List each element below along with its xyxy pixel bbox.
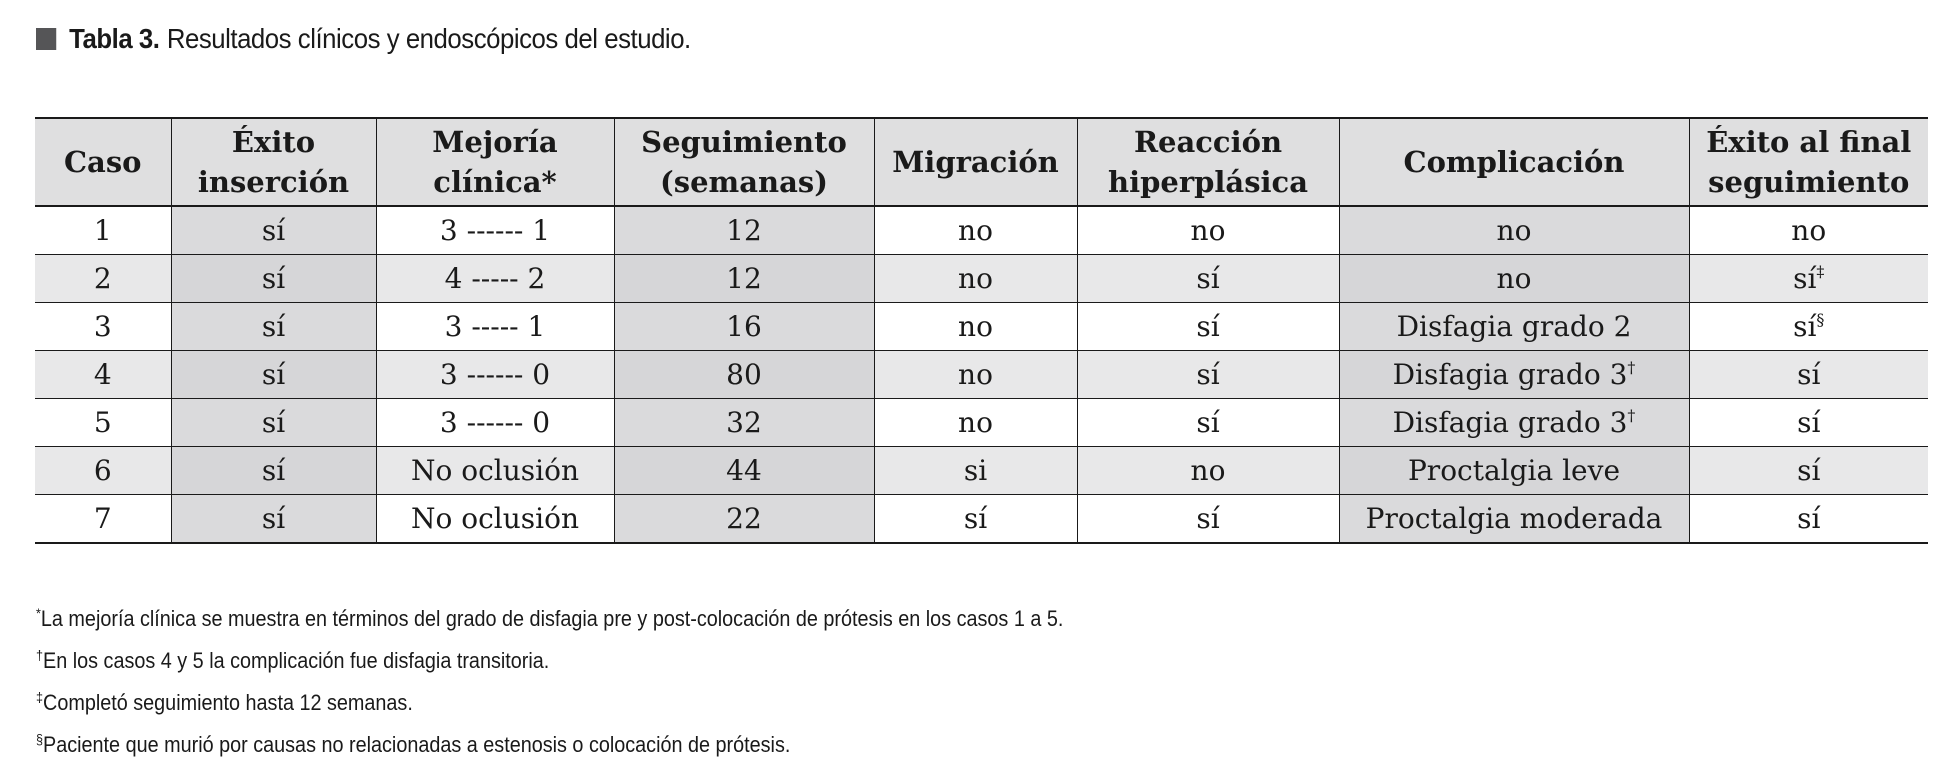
cell-reaccion-hiperplasica: sí — [1077, 351, 1339, 399]
header-exito-insercion: Éxito inserción — [171, 118, 376, 206]
cell-mejoria-clinica: 3 ------ 0 — [376, 351, 614, 399]
cell-migracion: no — [874, 255, 1077, 303]
cell-seguimiento: 22 — [614, 495, 874, 544]
cell-exito-insercion: sí — [171, 303, 376, 351]
footnote-mark: ‡ — [36, 689, 44, 705]
footnote-mark: § — [1816, 310, 1825, 329]
cell-migracion: si — [874, 447, 1077, 495]
cell-migracion: no — [874, 351, 1077, 399]
cell-mejoria-clinica: 3 ------ 0 — [376, 399, 614, 447]
footnote — [36, 676, 1063, 718]
caption-label: Tabla 3. — [69, 23, 160, 54]
cell-caso: 4 — [35, 351, 171, 399]
footnote — [36, 634, 1063, 676]
cell-caso: 3 — [35, 303, 171, 351]
cell-caso: 2 — [35, 255, 171, 303]
header-migracion: Migración — [874, 118, 1077, 206]
cell-caso: 5 — [35, 399, 171, 447]
cell-seguimiento: 32 — [614, 399, 874, 447]
footnote-text: Completó seguimiento hasta 12 semanas. — [43, 690, 413, 715]
cell-migracion: sí — [874, 495, 1077, 544]
table-row — [35, 206, 1928, 255]
footnote-text: En los casos 4 y 5 la complicación fue disfagia transitoria. — [43, 648, 550, 673]
cell-reaccion-hiperplasica: sí — [1077, 303, 1339, 351]
cell-reaccion-hiperplasica: sí — [1077, 495, 1339, 544]
cell-mejoria-clinica: No oclusión — [376, 447, 614, 495]
results-table — [35, 117, 1928, 544]
cell-complicacion: no — [1339, 206, 1689, 255]
cell-migracion: no — [874, 399, 1077, 447]
cell-seguimiento: 16 — [614, 303, 874, 351]
header-reaccion-hiperplasica: Reacción hiperplásica — [1077, 118, 1339, 206]
cell-reaccion-hiperplasica: no — [1077, 206, 1339, 255]
header-seguimiento: Seguimiento (semanas) — [614, 118, 874, 206]
footnote-mark: * — [36, 605, 41, 621]
cell-exito-final: sí — [1689, 351, 1928, 399]
footnote-mark: § — [36, 731, 44, 747]
cell-complicacion: Disfagia grado 3† — [1339, 399, 1689, 447]
cell-mejoria-clinica: 3 ------ 1 — [376, 206, 614, 255]
footnote-mark: † — [36, 647, 44, 663]
cell-reaccion-hiperplasica: sí — [1077, 255, 1339, 303]
cell-exito-insercion: sí — [171, 495, 376, 544]
table-row — [35, 447, 1928, 495]
caption-square-icon — [36, 28, 56, 50]
cell-exito-insercion: sí — [171, 206, 376, 255]
table-row — [35, 495, 1928, 544]
footnote-text: Paciente que murió por causas no relacionadas a estenosis o colocación de prótesis. — [43, 732, 791, 757]
footnote — [36, 592, 1063, 634]
cell-complicacion: Proctalgia moderada — [1339, 495, 1689, 544]
cell-seguimiento: 12 — [614, 255, 874, 303]
cell-complicacion: no — [1339, 255, 1689, 303]
cell-exito-insercion: sí — [171, 447, 376, 495]
header-mejoria-clinica: Mejoría clínica* — [376, 118, 614, 206]
footnote-mark: † — [1627, 406, 1636, 425]
cell-seguimiento: 12 — [614, 206, 874, 255]
cell-seguimiento: 80 — [614, 351, 874, 399]
footnote-text: La mejoría clínica se muestra en términos del grado de disfagia pre y post-colocación de prótesis en los casos 1 a 5. — [40, 606, 1064, 631]
table-row — [35, 255, 1928, 303]
cell-reaccion-hiperplasica: no — [1077, 447, 1339, 495]
cell-exito-insercion: sí — [171, 399, 376, 447]
cell-exito-final: sí§ — [1689, 303, 1928, 351]
table-row — [35, 399, 1928, 447]
footnote — [36, 718, 1063, 760]
cell-caso: 6 — [35, 447, 171, 495]
cell-migracion: no — [874, 206, 1077, 255]
footnote-mark: ‡ — [1816, 262, 1825, 281]
table-row — [35, 351, 1928, 399]
cell-exito-final: sí — [1689, 495, 1928, 544]
table-caption — [36, 18, 691, 60]
cell-exito-final: no — [1689, 206, 1928, 255]
header-row — [35, 118, 1928, 206]
cell-exito-final: sí‡ — [1689, 255, 1928, 303]
caption-text: Resultados clínicos y endoscópicos del estudio. — [166, 23, 691, 54]
cell-caso: 1 — [35, 206, 171, 255]
cell-complicacion: Disfagia grado 2 — [1339, 303, 1689, 351]
cell-caso: 7 — [35, 495, 171, 544]
cell-mejoria-clinica: 4 ----- 2 — [376, 255, 614, 303]
cell-exito-final: sí — [1689, 399, 1928, 447]
header-caso: Caso — [35, 118, 171, 206]
footnote-mark: † — [1627, 358, 1636, 377]
header-exito-final: Éxito al final seguimiento — [1689, 118, 1928, 206]
table-row — [35, 303, 1928, 351]
cell-exito-insercion: sí — [171, 351, 376, 399]
cell-complicacion: Disfagia grado 3† — [1339, 351, 1689, 399]
cell-migracion: no — [874, 303, 1077, 351]
cell-seguimiento: 44 — [614, 447, 874, 495]
cell-exito-final: sí — [1689, 447, 1928, 495]
header-complicacion: Complicación — [1339, 118, 1689, 206]
footnotes — [36, 592, 1063, 760]
cell-mejoria-clinica: 3 ----- 1 — [376, 303, 614, 351]
cell-complicacion: Proctalgia leve — [1339, 447, 1689, 495]
cell-exito-insercion: sí — [171, 255, 376, 303]
cell-reaccion-hiperplasica: sí — [1077, 399, 1339, 447]
cell-mejoria-clinica: No oclusión — [376, 495, 614, 544]
